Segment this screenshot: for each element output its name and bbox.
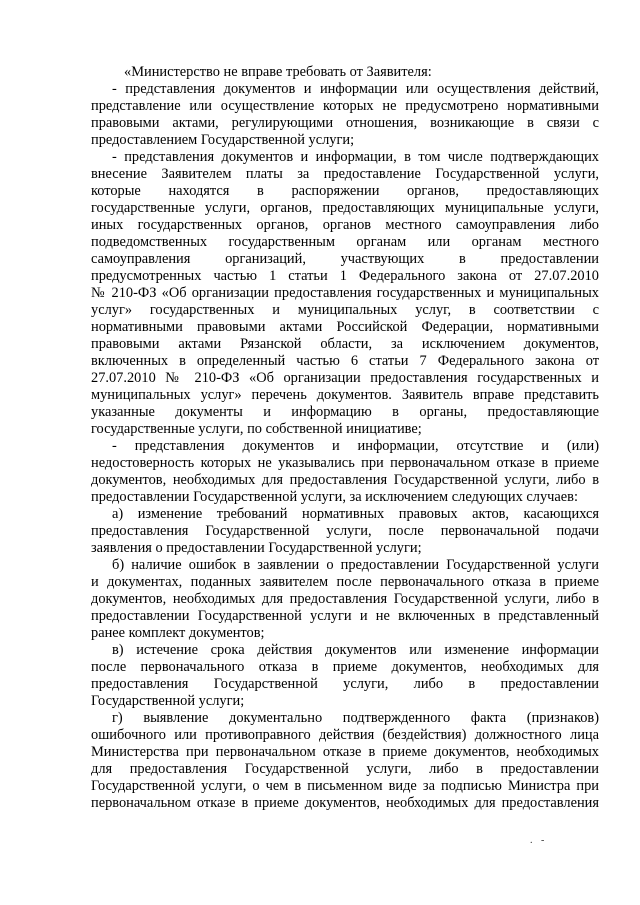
text-line: в) истечение срока действия документов или изменение информации [112,642,599,658]
text-line: № 210-ФЗ «Об организации предоставления государственных и муниципальных [91,285,599,301]
document-body [91,64,599,812]
text-line: - представления документов и информации или осуществления действий, [112,81,599,97]
text-line: - представления документов и информации, отсутствие и (или) [112,438,599,454]
text-line: и документах, поданных заявителем после первоначального отказа в приеме [91,574,599,590]
text-line: заявления о предоставлении Государственной услуги; [91,540,422,556]
text-line: «Министерство не вправе требовать от Заявителя: [124,64,432,80]
text-line: 27.07.2010 № 210-ФЗ «Об организации предоставления государственных и [91,370,599,386]
text-line: для предоставления Государственной услуги, либо в предоставлении [91,761,599,777]
text-line: включенных в определенный частью 6 статьи 7 Федерального закона от [91,353,599,369]
text-line: Государственной услуги; [91,693,245,709]
text-line: нормативными правовыми актами Российской Федерации, нормативными [91,319,599,335]
text-line: предоставления Государственной услуги, либо в предоставлении [91,676,599,692]
text-line: самоуправления организаций, участвующих в предоставлении [91,251,599,267]
text-line: - представления документов и информации, в том числе подтверждающих [112,149,599,165]
text-line: государственные услуги, по собственной инициативе; [91,421,422,437]
text-line: муниципальных услуг» перечень документов. Заявитель вправе представить [91,387,599,403]
text-line: подведомственных государственным органам или органам местного [91,234,599,250]
text-line: услуг» государственных и муниципальных услуг, в соответствии с [91,302,599,318]
scan-mark: . - [530,835,548,846]
text-line: г) выявление документально подтвержденного факта (признаков) [112,710,599,726]
text-line: представление или осуществление которых не предусмотрено нормативными [91,98,599,114]
text-line: иных государственных органов, органов местного самоуправления либо [91,217,599,233]
text-line: ранее комплект документов; [91,625,265,641]
text-line: документов, необходимых для предоставления Государственной услуги, либо в [91,591,599,607]
text-line: которые находятся в распоряжении органов, предоставляющих [91,183,599,199]
text-line: внесение Заявителем платы за предоставление Государственной услуги, [91,166,599,182]
text-line: государственные услуги, органов, предоставляющих муниципальные услуги, [91,200,599,216]
text-line: а) изменение требований нормативных правовых актов, касающихся [112,506,599,522]
text-line: Государственной услуги, о чем в письменном виде за подписью Министра при [91,778,599,794]
text-line: предоставлением Государственной услуги; [91,132,355,148]
text-line: первоначальном отказе в приеме документов, необходимых для предоставления [91,795,599,811]
text-line: б) наличие ошибок в заявлении о предоставлении Государственной услуги [112,557,599,573]
text-line: документов, необходимых для предоставления Государственной услуги, либо в [91,472,599,488]
text-line: после первоначального отказа в приеме документов, необходимых для [91,659,599,675]
text-line: Министерства при первоначальном отказе в приеме документов, необходимых [91,744,599,760]
text-line: предусмотренных частью 1 статьи 1 Федерального закона от 27.07.2010 [91,268,599,284]
text-line: ошибочного или противоправного действия (бездействия) должностного лица [91,727,599,743]
text-line: правовыми актами Рязанской области, за исключением документов, [91,336,599,352]
text-line: правовыми актами, регулирующими отношения, возникающие в связи с [91,115,599,131]
text-line: предоставлении Государственной услуги и не включенных в представленный [91,608,599,624]
text-line: указанные документы и информацию в органы, предоставляющие [91,404,599,420]
text-line: недостоверность которых не указывались при первоначальном отказе в приеме [91,455,599,471]
text-line: предоставлении Государственной услуги, за исключением следующих случаев: [91,489,578,505]
text-line: предоставления Государственной услуги, после первоначальной подачи [91,523,599,539]
